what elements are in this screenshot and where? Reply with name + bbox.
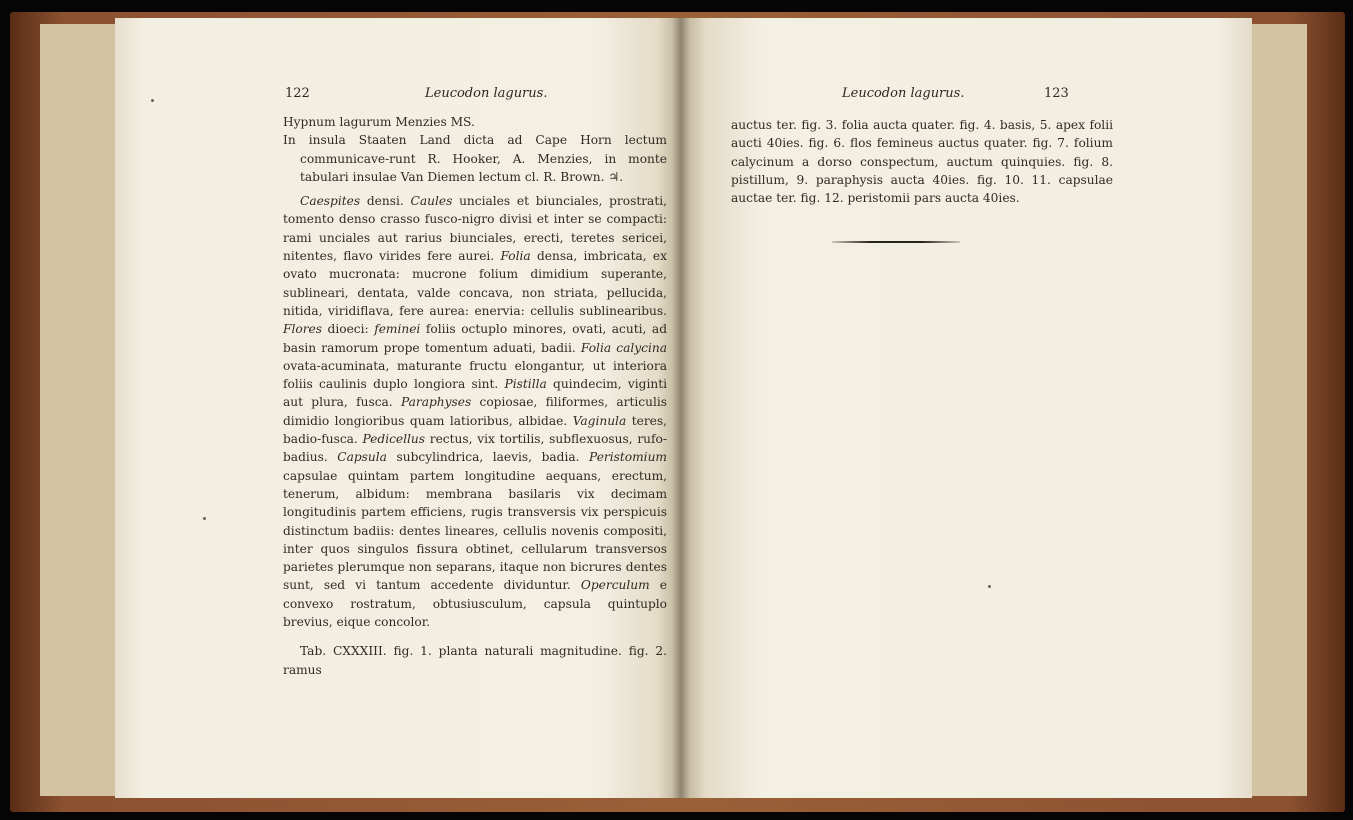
description-term: Operculum: [580, 578, 650, 593]
section-rule: [832, 241, 960, 243]
description-term: Peristomium: [589, 450, 667, 465]
speck: [203, 517, 206, 520]
description-term: Folia: [500, 249, 531, 264]
description-text: unciales et biunciales, prostrati, tomento denso crasso fusco-nigro divisi et inter se compacti: rami unciales aut rarius biunciales, erecti, teretes sericei, nitentes, flavo virides fere aurei.: [283, 194, 667, 264]
description-text: copiosae, filiformes, articulis dimidio longioribus quam latioribus, albidae.: [283, 395, 667, 428]
running-title: Leucodon lagurus.: [842, 86, 965, 101]
description-text: quindecim, viginti aut plura, fusca.: [283, 377, 667, 410]
description-text: rectus, vix tortilis, subflexuosus, rufo-badius.: [283, 432, 667, 465]
description-term: Vaginula: [572, 413, 627, 428]
right-page-header: [842, 86, 1074, 108]
plate-caption: Tab. CXXXIII. fig. 1. planta naturali magnitudine. fig. 2. ramus: [283, 644, 667, 677]
description-text: ovata-acuminata, maturante fructu elongantur, ut interiora foliis caulinis duplo longiora sint.: [283, 358, 667, 392]
running-title: Leucodon lagurus.: [425, 86, 548, 101]
description-term: Caespites: [300, 194, 361, 209]
description-paragraph: [283, 192, 667, 631]
description-term: Flores: [283, 322, 322, 337]
description-term: Caules: [410, 194, 453, 209]
page-number: 123: [1044, 86, 1069, 101]
description-text: capsulae quintam partem longitudine aequans, erectum, tenerum, albidum: membrana basilaris vix decimam longitudinis partem efficiens, rugis transversis vix perspicuis distinctum badiis: dentes lineares, cellulis novenis compositi, inter quos singulos fissura obtinet, cellularum transversos parietes plerumque non separans, itaque non bicrures dentes sunt, sed vi tantum accedente dividuntur.: [283, 468, 667, 593]
plate-caption-continued: auctus ter. fig. 3. folia aucta quater. fig. 4. basis, 5. apex folii aucti 40ies. fig. 6. flos femineus auctus quater. fig. 7. folium calycinum a dorso conspectum, auctum quinquies. fig. 8. pistillum, 9. paraphysis aucta 40ies. fig. 10. 11. capsulae auctae ter. fig. 12. peristomii pars aucta 40ies.: [731, 118, 1113, 206]
description-text: teres, badio-fusca.: [283, 413, 667, 447]
synonym-line: Hypnum lagurum Menzies MS.: [283, 115, 475, 129]
description-term: Pistilla: [504, 377, 547, 392]
speck: [988, 585, 991, 588]
description-text: e convexo rostratum, obtusiusculum, capsula quintuplo brevius, eique concolor.: [283, 578, 667, 630]
right-page-body: [731, 116, 1113, 207]
page-number: 122: [285, 86, 310, 101]
description-term: Paraphyses: [400, 395, 472, 410]
description-text: densi.: [360, 194, 411, 209]
description-term: Pedicellus: [362, 432, 426, 447]
book-gutter: [672, 18, 690, 798]
habitat-paragraph: In insula Staaten Land dicta ad Cape Horn lectum communicave-runt R. Hooker, A. Menzies, in monte tabulari insulae Van Diemen lectum cl. R. Brown. ♃.: [283, 133, 667, 184]
speck: [151, 99, 154, 102]
description-text: densa, imbricata, ex ovato mucronata: mucrone folium dimidium superante, sublineari, dentata, valde concava, non striata, pellucida, nitida, viridiflava, fere aurea: enervia: cellulis sublinearibus.: [283, 249, 667, 318]
description-text: subcylindrica, laevis, badia.: [386, 450, 590, 465]
description-term: feminei: [374, 322, 421, 337]
left-page-body: [283, 113, 667, 679]
left-page-header: [285, 86, 665, 108]
description-text: dioeci:: [322, 322, 375, 337]
description-term: Capsula: [337, 450, 387, 465]
description-text: foliis octuplo minores, ovati, acuti, ad basin ramorum prope tomentum aduati, badii.: [283, 322, 668, 355]
description-term: Folia calycina: [580, 340, 668, 355]
